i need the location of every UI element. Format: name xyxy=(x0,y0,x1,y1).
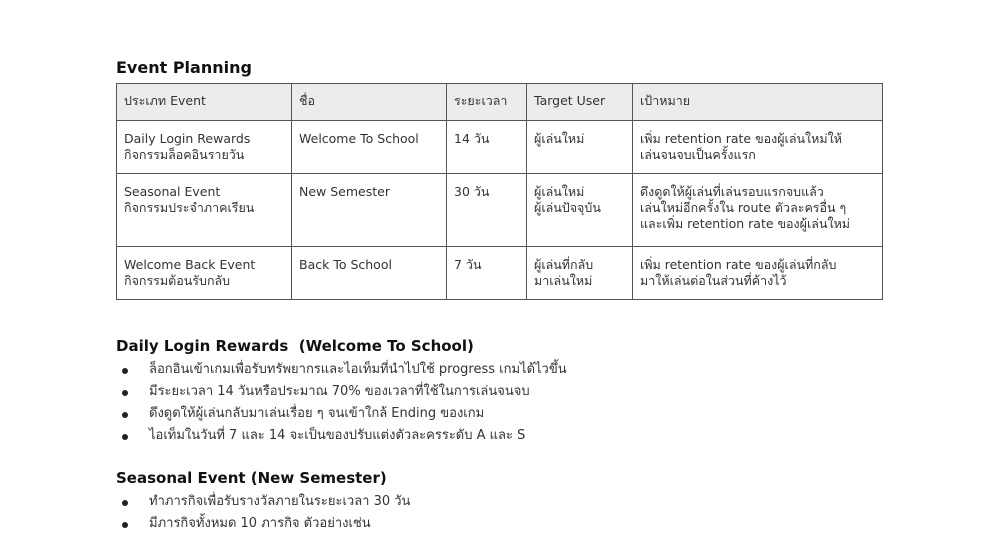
table-row xyxy=(117,121,883,174)
cell-line: ผู้เล่นใหม่ xyxy=(534,184,585,199)
cell-duration: 14 วัน xyxy=(447,121,527,174)
cell-line: และเพิ่ม retention rate ของผู้เล่นใหม่ xyxy=(640,216,851,231)
cell-line: กิจกรรมประจำภาคเรียน xyxy=(124,200,255,215)
list-item: มีภารกิจทั้งหมด 10 ภารกิจ ตัวอย่างเช่น xyxy=(116,513,410,535)
cell-name: Back To School xyxy=(292,247,447,300)
header-goal: เป้าหมาย xyxy=(633,84,883,121)
cell-line: ผู้เล่นปัจจุบัน xyxy=(534,200,601,215)
list-item: ไอเท็มในวันที่ 7 และ 14 จะเป็นของปรับแต่งตัวละครระดับ A และ S xyxy=(116,425,567,447)
cell-goal xyxy=(633,247,883,300)
list-item: มีระยะเวลา 14 วันหรือประมาณ 70% ของเวลาที่ใช้ในการเล่นจนจบ xyxy=(116,381,567,403)
cell-target-user xyxy=(527,121,633,174)
cell-line: ผู้เล่นใหม่ xyxy=(534,131,585,146)
table-row xyxy=(117,247,883,300)
list-item: ล็อกอินเข้าเกมเพื่อรับทรัพยากรและไอเท็มที่นำไปใช้ progress เกมได้ไวขึ้น xyxy=(116,359,567,381)
cell-name: Welcome To School xyxy=(292,121,447,174)
section-title-event-planning: Event Planning xyxy=(116,58,252,77)
cell-line: Welcome Back Event xyxy=(124,257,256,272)
cell-line: เล่นจนจบเป็นครั้งแรก xyxy=(640,147,756,162)
daily-login-bullet-list xyxy=(116,359,567,447)
cell-event-type xyxy=(117,174,292,247)
list-item: ทำภารกิจเพื่อรับรางวัลภายในระยะเวลา 30 วัน xyxy=(116,491,410,513)
cell-line: กิจกรรมต้อนรับกลับ xyxy=(124,273,231,288)
seasonal-event-bullet-list xyxy=(116,491,410,535)
event-planning-table xyxy=(116,83,883,300)
cell-target-user xyxy=(527,247,633,300)
cell-line: Daily Login Rewards xyxy=(124,131,251,146)
cell-event-type xyxy=(117,121,292,174)
cell-name: New Semester xyxy=(292,174,447,247)
cell-line: ผู้เล่นที่กลับ xyxy=(534,257,594,272)
header-event-type: ประเภท Event xyxy=(117,84,292,121)
cell-goal xyxy=(633,174,883,247)
cell-line: เพิ่ม retention rate ของผู้เล่นที่กลับ xyxy=(640,257,837,272)
header-name: ชื่อ xyxy=(292,84,447,121)
table-header-row xyxy=(117,84,883,121)
list-item: ดึงดูดให้ผู้เล่นกลับมาเล่นเรื่อย ๆ จนเข้าใกล้ Ending ของเกม xyxy=(116,403,567,425)
cell-goal xyxy=(633,121,883,174)
cell-line: เพิ่ม retention rate ของผู้เล่นใหม่ให้ xyxy=(640,131,842,146)
cell-duration: 30 วัน xyxy=(447,174,527,247)
section-title-seasonal-event: Seasonal Event (New Semester) xyxy=(116,469,387,487)
header-duration: ระยะเวลา xyxy=(447,84,527,121)
cell-line: มาเล่นใหม่ xyxy=(534,273,593,288)
cell-line: มาให้เล่นต่อในส่วนที่ค้างไว้ xyxy=(640,273,787,288)
table-row xyxy=(117,174,883,247)
cell-line: เล่นใหม่อีกครั้งใน route ตัวละครอื่น ๆ xyxy=(640,200,847,215)
cell-line: ดึงดูดให้ผู้เล่นที่เล่นรอบแรกจบแล้ว xyxy=(640,184,824,199)
cell-line: Seasonal Event xyxy=(124,184,221,199)
cell-duration: 7 วัน xyxy=(447,247,527,300)
cell-line: กิจกรรมล็อคอินรายวัน xyxy=(124,147,245,162)
section-title-daily-login: Daily Login Rewards (Welcome To School) xyxy=(116,337,474,355)
cell-event-type xyxy=(117,247,292,300)
header-target-user: Target User xyxy=(527,84,633,121)
cell-target-user xyxy=(527,174,633,247)
